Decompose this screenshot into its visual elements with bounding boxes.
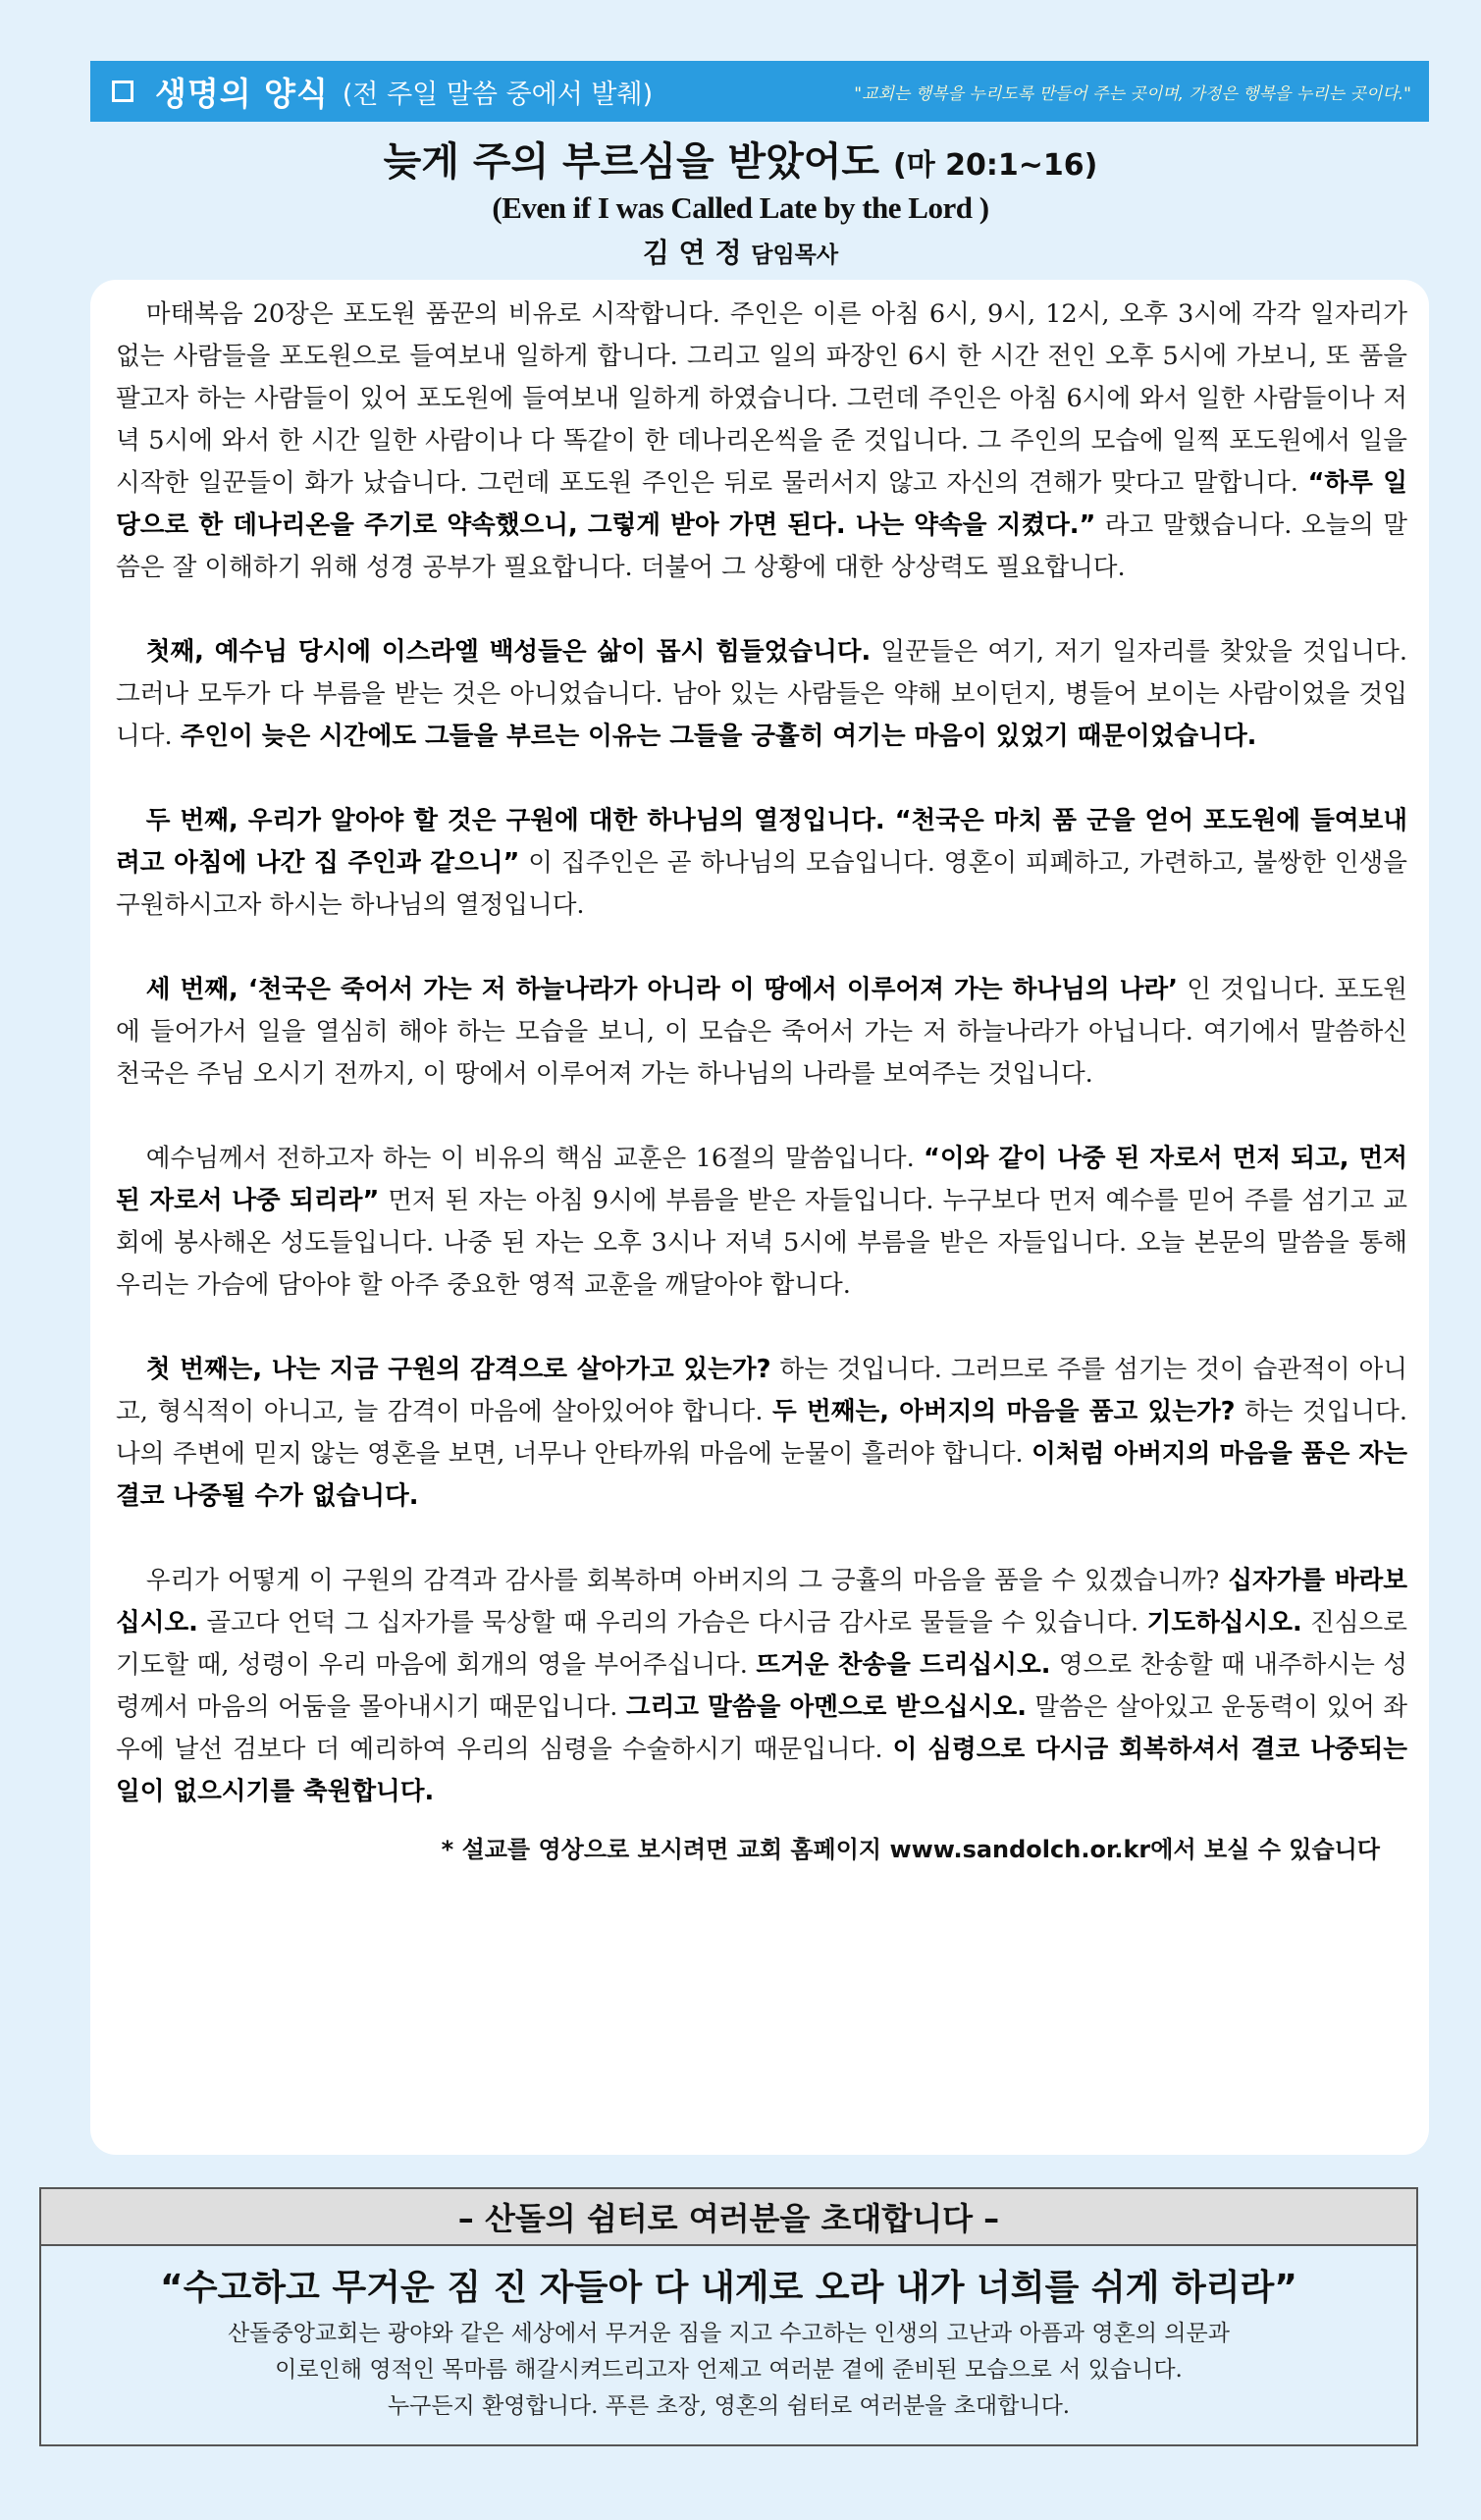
- sermon-paragraph: [116, 1560, 1407, 1813]
- body-text: 이 집주인은 곧 하나님의 모습입니다. 영혼이 피폐하고, 가련하고, 불쌍한 인생을 구원하시고자 하시는 하나님의 열정입니다.: [116, 848, 1407, 920]
- sermon-paragraph: [116, 1349, 1407, 1518]
- sermon-paragraph: [116, 969, 1407, 1096]
- body-text: 먼저 된 자는 아침 9시에 부름을 받은 자들입니다. 누구보다 먼저 예수를 믿어 주를 섬기고 교회에 봉사해온 성도들입니다. 나중 된 자는 오후 3시나 저녁 5시에 부름을 받은 자들입니다. 오늘 본문의 말씀을 통해 우리는 가슴에 담아야 할 아주 중요한 영적 교훈을 깨달아야 합니다.: [116, 1186, 1407, 1300]
- sermon-paragraph: [116, 800, 1407, 927]
- square-icon: [112, 80, 133, 102]
- header-quote: "교회는 행복을 누리도록 만들어 주는 곳이며, 가정은 행복을 누리는 곳이다.": [854, 83, 1411, 104]
- body-text: 말씀은 살아있고 운동력이 있어 좌우에 날선 검보다 더 예리하여 우리의 심령을 수술하시기 때문입니다.: [116, 1692, 1408, 1764]
- sermon-paragraph: [116, 294, 1407, 589]
- emphasis-text: 그리고 말씀을 아멘으로 받으십시오.: [625, 1692, 1027, 1722]
- sermon-paragraphs: [116, 294, 1407, 1813]
- body-text: 하는 것입니다. 그러므로 주를 섬기는 것이 습관적이 아니고, 형식적이 아니고, 늘 감격이 마음에 살아있어야 합니다.: [116, 1355, 1407, 1426]
- emphasis-text: 주인이 늦은 시간에도 그들을 부르는 이유는 그들을 긍휼히 여기는 마음이 있었기 때문이었습니다.: [180, 722, 1257, 751]
- sermon-title-text: 늦게 주의 부르심을 받았어도: [383, 139, 880, 185]
- invitation-line: 산돌중앙교회는 광야와 같은 세상에서 무거운 짐을 지고 수고하는 인생의 고난과 아픔과 영혼의 의문과: [228, 2321, 1230, 2346]
- invitation-quote: “수고하고 무거운 짐 진 자들아 다 내게로 오라 내가 너희를 쉬게 하리라”: [160, 2268, 1297, 2308]
- body-text: 일꾼들은 여기, 저기 일자리를 찾았을 것입니다. 그러나 모두가 다 부름을 받는 것은 아니었습니다. 남아 있는 사람들은 약해 보이던지, 병들어 보이는 사람이었을 것입니다.: [116, 637, 1407, 751]
- invitation-heading: – 산돌의 쉼터로 여러분을 초대합니다 –: [41, 2189, 1416, 2246]
- body-text: 우리가 어떻게 이 구원의 감격과 감사를 회복하며 아버지의 그 긍휼의 마음을 품을 수 있겠습니까?: [145, 1566, 1229, 1595]
- section-header-bar: [90, 61, 1429, 122]
- body-text: 마태복음 20장은 포도원 품꾼의 비유로 시작합니다. 주인은 이른 아침 6시, 9시, 12시, 오후 3시에 각각 일자리가 없는 사람들을 포도원으로 들여보내 일하게 합니다. 그리고 일의 파장인 6시 한 시간 전인 오후 5시에 가보니, 또 품을 팔고자 하는 사람들이 있어 포도원에 들여보내 일하게 하였습니다. 그런데 주인은 아침 6시에 와서 일한 사람들이나 저녁 5시에 와서 한 시간 일한 사람이나 다 똑같이 한 데나리온씩을 준 것입니다. 그 주인의 모습에 일찍 포도원에서 일을 시작한 일꾼들이 화가 났습니다. 그런데 포도원 주인은 뒤로 물러서지 않고 자신의 견해가 맞다고 말합니다.: [116, 299, 1407, 498]
- invitation-box: [39, 2187, 1418, 2446]
- emphasis-text: 이 심령으로 다시금 회복하셔서 결코 나중되는 일이 없으시기를 축원합니다.: [116, 1735, 1407, 1806]
- sermon-english-title: (Even if I was Called Late by the Lord ): [492, 190, 989, 225]
- scripture-reference: (마 20:1~16): [893, 148, 1098, 183]
- emphasis-text: 두 번째, 우리가 알아야 할 것은 구원에 대한 하나님의 열정입니다. “천국은 마치 품 군을 얻어 포도원에 들여보내려고 아침에 나간 집 주인과 같으니”: [116, 806, 1407, 878]
- body-text: 하는 것입니다. 나의 주변에 믿지 않는 영혼을 보면, 너무나 안타까워 마음에 눈물이 흘러야 합니다.: [116, 1397, 1408, 1469]
- emphasis-text: “하루 일당으로 한 데나리온을 주기로 약속했으니, 그렇게 받아 가면 된다. 나는 약속을 지켰다.”: [116, 468, 1407, 540]
- emphasis-text: 두 번째는, 아버지의 마음을 품고 있는가?: [772, 1397, 1236, 1426]
- video-footnote: * 설교를 영상으로 보시려면 교회 홈페이지 www.sandolch.or.kr에서 보실 수 있습니다: [441, 1836, 1380, 1863]
- emphasis-text: “이와 같이 나중 된 자로서 먼저 되고, 먼저 된 자로서 나중 되리라”: [116, 1144, 1407, 1215]
- author-name: 김 연 정: [642, 237, 742, 269]
- emphasis-text: 첫 번째는, 나는 지금 구원의 감격으로 살아가고 있는가?: [145, 1355, 771, 1384]
- body-text: 인 것입니다. 포도원에 들어가서 일을 열심히 해야 하는 모습을 보니, 이 모습은 죽어서 가는 저 하늘나라가 아닙니다. 여기에서 말씀하신 천국은 주님 오시기 전까지, 이 땅에서 이루어져 가는 하나님의 나라를 보여주는 것입니다.: [116, 975, 1407, 1089]
- emphasis-text: 뜨거운 찬송을 드리십시오.: [756, 1650, 1051, 1680]
- emphasis-text: 세 번째, ‘천국은 죽어서 가는 저 하늘나라가 아니라 이 땅에서 이루어져 가는 하나님의 나라’: [145, 975, 1178, 1004]
- emphasis-text: 첫째, 예수님 당시에 이스라엘 백성들은 삶이 몹시 힘들었습니다.: [145, 637, 872, 667]
- body-text: 예수님께서 전하고자 하는 이 비유의 핵심 교훈은 16절의 말씀입니다.: [145, 1144, 925, 1173]
- sermon-title-block: [0, 137, 1481, 271]
- body-text: 영으로 찬송할 때 내주하시는 성령께서 마음의 어둠을 몰아내시기 때문입니다.: [116, 1650, 1407, 1722]
- emphasis-text: 기도하십시오.: [1146, 1608, 1302, 1637]
- invitation-line: 누구든지 환영합니다. 푸른 초장, 영혼의 쉼터로 여러분을 초대합니다.: [387, 2393, 1071, 2419]
- emphasis-text: 이처럼 아버지의 마음을 품은 자는 결코 나중될 수가 없습니다.: [116, 1439, 1407, 1511]
- invitation-text: [41, 2316, 1416, 2425]
- author-role: 담임목사: [751, 242, 839, 268]
- invitation-line: 이로인해 영적인 목마름 해갈시켜드리고자 언제고 여러분 곁에 준비된 모습으로 서 있습니다.: [275, 2357, 1183, 2383]
- author-line: [0, 232, 1481, 271]
- body-text: 진심으로 기도할 때, 성령이 우리 마음에 회개의 영을 부어주십니다.: [116, 1608, 1408, 1680]
- sermon-paragraph: [116, 1138, 1407, 1307]
- section-title: 생명의 양식: [155, 74, 329, 113]
- sermon-paragraph: [116, 631, 1407, 758]
- body-text: 라고 말했습니다. 오늘의 말씀은 잘 이해하기 위해 성경 공부가 필요합니다. 더불어 그 상황에 대한 상상력도 필요합니다.: [116, 510, 1407, 582]
- body-text: 골고다 언덕 그 십자가를 묵상할 때 우리의 가슴은 다시금 감사로 물들을 수 있습니다.: [197, 1608, 1147, 1637]
- sermon-body: [90, 280, 1429, 2155]
- emphasis-text: 십자가를 바라보십시오.: [116, 1566, 1407, 1637]
- section-subtitle: (전 주일 말씀 중에서 발췌): [342, 79, 654, 110]
- sermon-title: [0, 137, 1481, 187]
